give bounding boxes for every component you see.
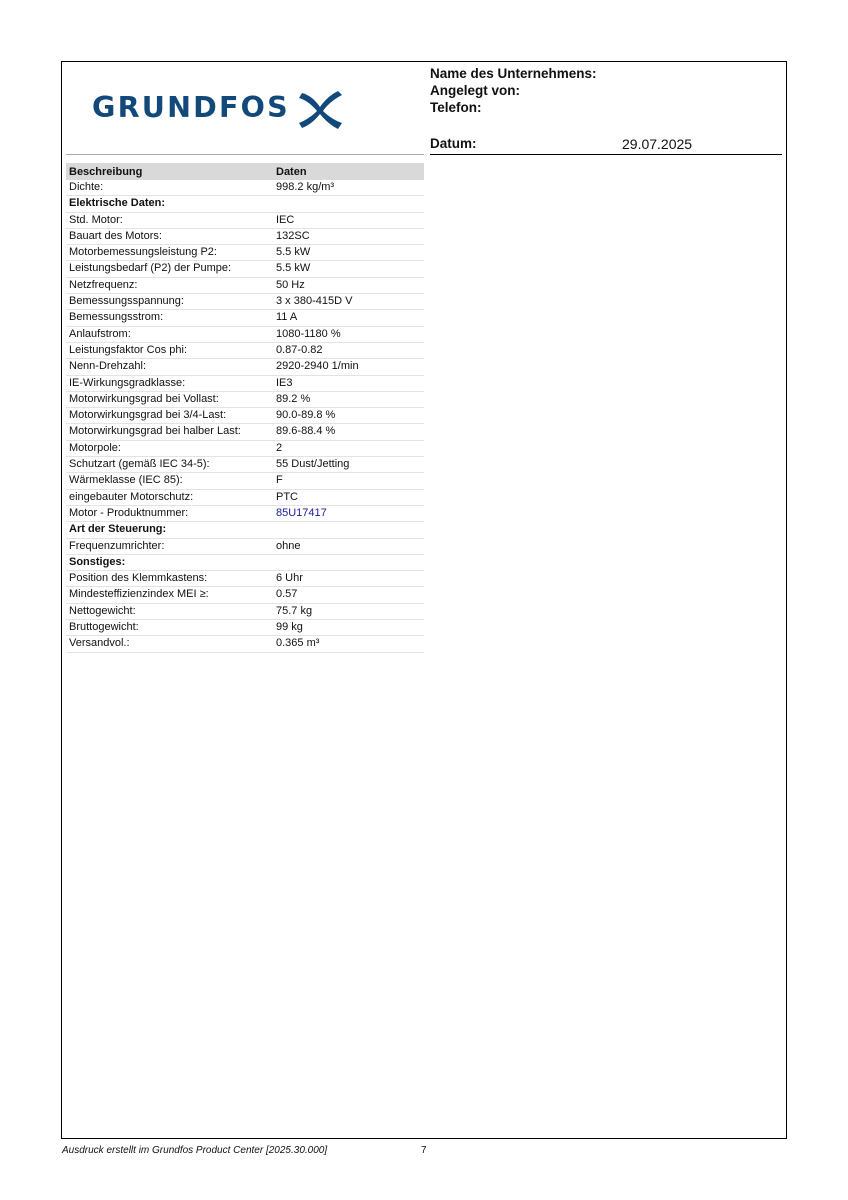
header-divider	[430, 154, 782, 155]
row-label: Bemessungsstrom:	[69, 311, 164, 324]
row-label: Leistungsfaktor Cos phi:	[69, 343, 188, 356]
left-divider	[66, 154, 424, 155]
date-label: Datum:	[430, 136, 477, 151]
row-label: Motorwirkungsgrad bei halber Last:	[69, 425, 241, 438]
row-label: Motorwirkungsgrad bei Vollast:	[69, 392, 219, 405]
row-value: 0.87-0.82	[276, 343, 323, 356]
row-label: Nettogewicht:	[69, 604, 136, 617]
table-row	[66, 571, 424, 587]
table-row	[66, 636, 424, 652]
row-label: Netzfrequenz:	[69, 278, 138, 291]
table-row	[66, 473, 424, 489]
row-value: 0.57	[276, 588, 298, 601]
table-row	[66, 180, 424, 196]
phone-label: Telefon:	[430, 100, 482, 115]
row-label: Motorpole:	[69, 441, 121, 454]
row-value: 3 x 380-415D V	[276, 295, 353, 308]
section-header	[66, 555, 424, 571]
table-body	[66, 180, 424, 653]
row-value: 89.6-88.4 %	[276, 425, 336, 438]
footer-text: Ausdruck erstellt im Grundfos Product Center [2025.30.000]	[62, 1145, 328, 1156]
row-value: F	[276, 474, 283, 487]
table-row	[66, 424, 424, 440]
table-row	[66, 441, 424, 457]
table-row	[66, 229, 424, 245]
table-row	[66, 343, 424, 359]
date-value: 29.07.2025	[622, 136, 693, 152]
table-row	[66, 245, 424, 261]
row-label: Anlaufstrom:	[69, 327, 131, 340]
row-value: 99 kg	[276, 621, 303, 634]
row-label: IE-Wirkungsgradklasse:	[69, 376, 186, 389]
section-header	[66, 522, 424, 538]
col-description: Beschreibung	[69, 166, 143, 178]
row-label: Versandvol.:	[69, 637, 130, 650]
product-number-link[interactable]: 85U17417	[276, 506, 327, 519]
table-row	[66, 587, 424, 603]
row-label: Nenn-Drehzahl:	[69, 360, 147, 373]
row-value: 5.5 kW	[276, 262, 311, 275]
row-label: Leistungsbedarf (P2) der Pumpe:	[69, 262, 232, 275]
table-row	[66, 278, 424, 294]
table-row	[66, 620, 424, 636]
table-row	[66, 457, 424, 473]
table-header	[66, 163, 424, 180]
logo-text: GRUNDFOS	[92, 90, 290, 124]
row-value: 0.365 m³	[276, 637, 320, 650]
row-label: Elektrische Daten:	[69, 197, 165, 210]
row-label: Motorwirkungsgrad bei 3/4-Last:	[69, 409, 227, 422]
row-label: Std. Motor:	[69, 213, 123, 226]
row-value: 5.5 kW	[276, 246, 311, 259]
row-value: IE3	[276, 376, 293, 389]
row-value: 998.2 kg/m³	[276, 181, 335, 193]
row-label: Bemessungsspannung:	[69, 295, 184, 308]
grundfos-mark-icon	[296, 85, 344, 131]
col-data: Daten	[276, 166, 307, 178]
row-label: Art der Steuerung:	[69, 523, 167, 536]
row-label: Bruttogewicht:	[69, 621, 139, 634]
row-label: Frequenzumrichter:	[69, 539, 165, 552]
row-value: 11 A	[276, 311, 298, 324]
created-by-label: Angelegt von:	[430, 83, 520, 98]
row-value: PTC	[276, 490, 298, 503]
table-row	[66, 261, 424, 277]
row-label: Motorbemessungsleistung P2:	[69, 246, 217, 259]
section-header	[66, 196, 424, 212]
company-label: Name des Unternehmens:	[430, 66, 597, 81]
page-number: 7	[421, 1145, 427, 1156]
row-label: Position des Klemmkastens:	[69, 572, 208, 585]
table-row	[66, 392, 424, 408]
row-value: 55 Dust/Jetting	[276, 458, 350, 471]
table-row	[66, 539, 424, 555]
row-value: 90.0-89.8 %	[276, 409, 336, 422]
table-row	[66, 490, 424, 506]
row-value: IEC	[276, 213, 295, 226]
data-table	[66, 163, 424, 653]
row-label: Bauart des Motors:	[69, 229, 162, 242]
row-value: ohne	[276, 539, 301, 552]
row-value: 6 Uhr	[276, 572, 303, 585]
table-row	[66, 213, 424, 229]
row-label: Sonstiges:	[69, 555, 126, 568]
row-value: 2920-2940 1/min	[276, 360, 359, 373]
table-row	[66, 359, 424, 375]
table-row	[66, 327, 424, 343]
header-fields	[430, 65, 597, 116]
row-value: 1080-1180 %	[276, 327, 341, 340]
table-row	[66, 506, 424, 522]
grundfos-logo	[92, 84, 402, 132]
table-row	[66, 604, 424, 620]
row-label: Mindesteffizienzindex MEI ≥:	[69, 588, 209, 601]
row-label: Dichte:	[69, 181, 104, 193]
row-value: 50 Hz	[276, 278, 305, 291]
table-row	[66, 408, 424, 424]
table-row	[66, 310, 424, 326]
row-label: Motor - Produktnummer:	[69, 506, 189, 519]
row-label: Schutzart (gemäß IEC 34-5):	[69, 458, 210, 471]
row-value: 75.7 kg	[276, 604, 313, 617]
row-label: Wärmeklasse (IEC 85):	[69, 474, 183, 487]
row-value: 132SC	[276, 229, 310, 242]
table-row	[66, 376, 424, 392]
table-row	[66, 294, 424, 310]
row-value: 89.2 %	[276, 392, 311, 405]
row-value: 2	[276, 441, 283, 454]
row-label: eingebauter Motorschutz:	[69, 490, 194, 503]
